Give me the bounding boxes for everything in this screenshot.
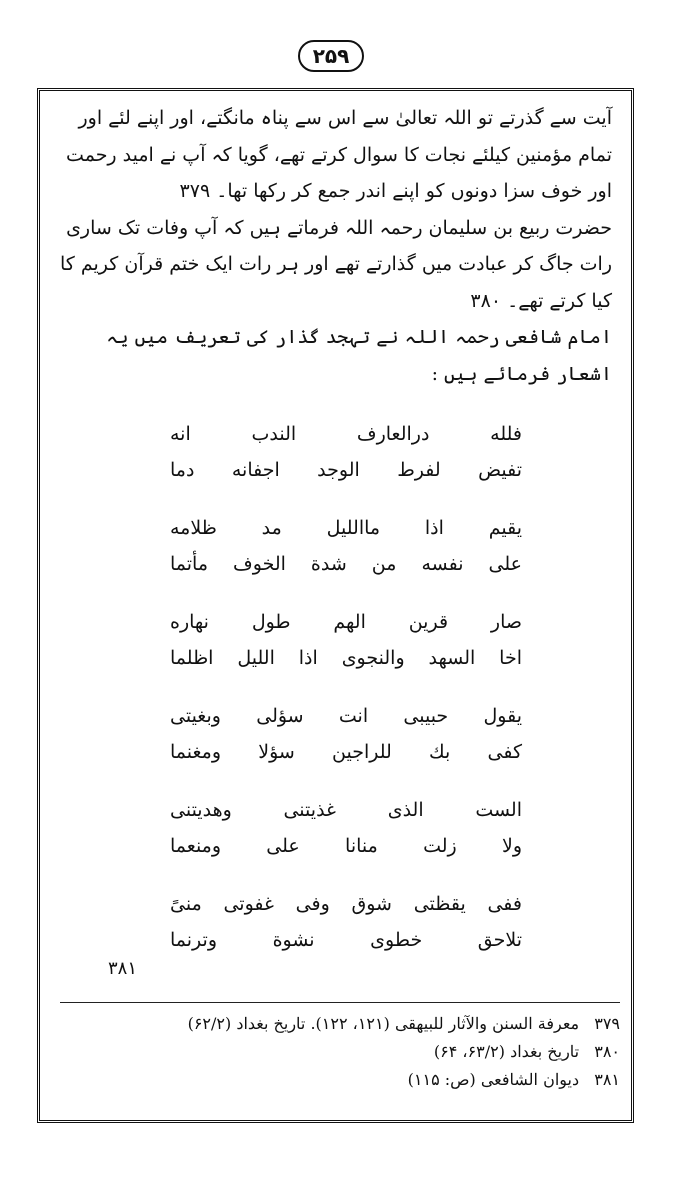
footnotes [60, 1010, 620, 1094]
footnote [60, 1010, 620, 1038]
poem-footnote-ref: ۳۸۱ [108, 958, 138, 979]
poem-stanza [170, 698, 522, 770]
poem-stanza [170, 510, 522, 582]
page-number: ۲۵۹ [298, 40, 364, 72]
paragraph [60, 100, 612, 210]
paragraph [60, 319, 612, 392]
poem-verse: فلله درالعارف الندب انه [170, 423, 522, 445]
poem-verse: الست الذى غذيتنى وهديتنى [170, 799, 522, 821]
footnote-text: تاريخ بغداد (۶۳/۲، ۶۴) [433, 1042, 580, 1061]
body-text [60, 100, 612, 392]
footnote-number: ۳۸۱ [594, 1070, 620, 1089]
poem-verse: ولا زلت منانا على ومنعما [170, 835, 522, 857]
footnote-number: ۳۸۰ [594, 1042, 620, 1061]
footnote-divider [60, 1002, 620, 1003]
footnote-text: معرفة السنن والآثار للبيهقى (۱۲۱، ۱۲۲). تاريخ بغداد (۶۲/۲) [187, 1014, 580, 1033]
paragraph-text: حضرت ربیع بن سلیمان رحمہ اللہ فرماتے ہیں کہ آپ وفات تک ساری رات جاگ کر عبادت میں گذارتے تھے اور ہر رات ایک ختم قرآن کریم کا کیا کرتے تھے۔ [60, 216, 612, 312]
poem-verse: على نفسه من شدة الخوف مأتما [170, 553, 522, 575]
footnote-text: ديوان الشافعى (ص: ۱۱۵) [407, 1070, 580, 1089]
footnote-number: ۳۷۹ [594, 1014, 620, 1033]
paragraph-text: آیت سے گذرتے تو اللہ تعالیٰ سے اس سے پناہ مانگتے، اور اپنے لئے اور تمام مؤمنین کیلئے نجات کا سوال کرتے تھے، گویا کہ آپ نے امید رحمت اور خوف سزا دونوں کو اپنے اندر جمع کر رکھا تھا۔ [66, 107, 612, 202]
poem-verse: تلاحق خطوى نشوة وترنما [170, 929, 522, 951]
footnote-ref: ۳۸۰ [470, 289, 502, 312]
poem-stanza [170, 604, 522, 676]
footnote [60, 1066, 620, 1094]
poem-verse: صار قرين الهم طول نهاره [170, 611, 522, 633]
poem-verse: اخا السهد والنجوى اذا الليل اظلما [170, 647, 522, 669]
poem-stanza [170, 886, 522, 958]
poem-stanza [170, 416, 522, 488]
poem-stanza [170, 792, 522, 864]
poem-verse: ففى يقظتى شوق وفى غفوتى منىً [170, 893, 522, 915]
poem-verse: كفى بك للراجين سؤلا ومغنما [170, 741, 522, 763]
paragraph [60, 210, 612, 320]
paragraph-text: امام شافعی رحمہ اللہ نے تہجد گذار کی تعریف میں یہ اشعار فرمائے ہیں : [106, 326, 612, 385]
footnote [60, 1038, 620, 1066]
poem-verse: تفيض لفرط الوجد اجفانه دما [170, 459, 522, 481]
poem-verse: يقيم اذا ماالليل مد ظلامه [170, 517, 522, 539]
footnote-ref: ۳۷۹ [179, 180, 211, 202]
poem-verse: يقول حبيبى انت سؤلى وبغيتى [170, 705, 522, 727]
poem [170, 416, 522, 980]
